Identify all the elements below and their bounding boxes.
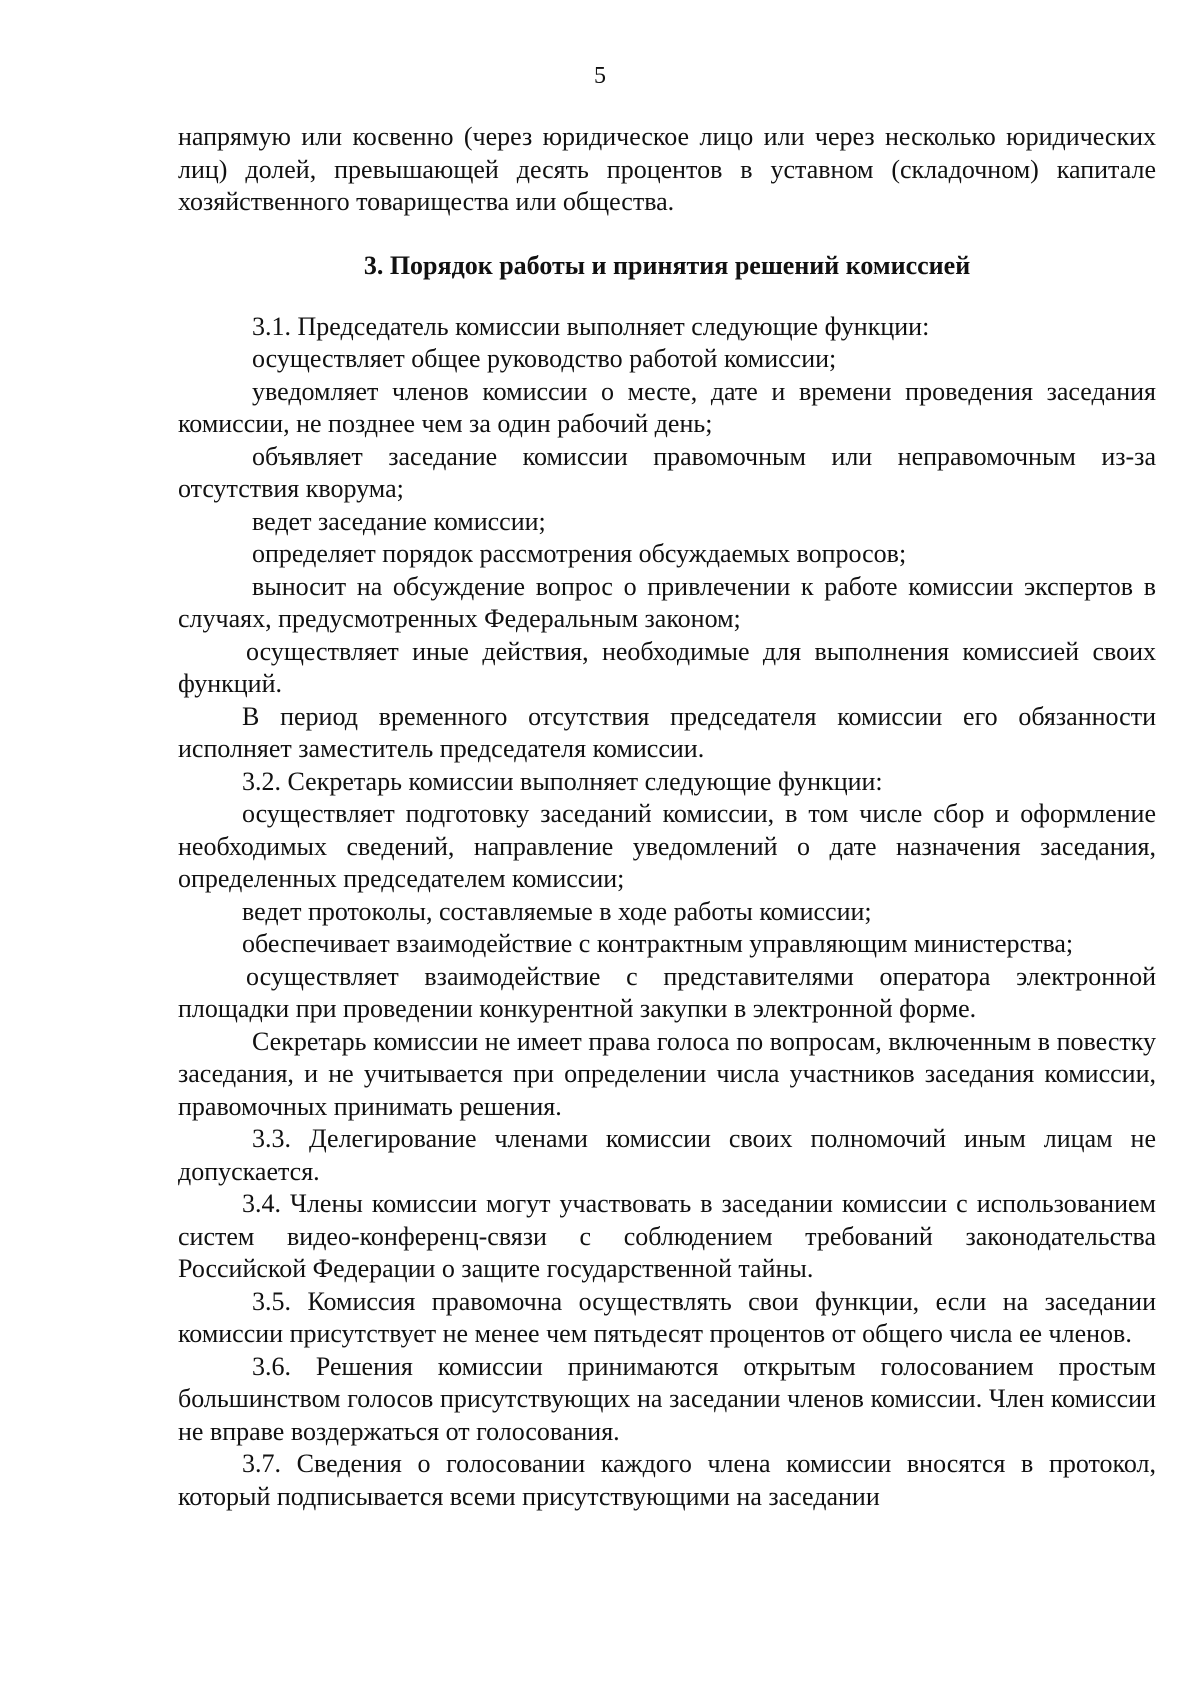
- paragraph-3-1: 3.1. Председатель комиссии выполняет следующие функции:: [252, 311, 930, 341]
- section-heading: 3. Порядок работы и принятия решений комиссией: [363, 250, 971, 280]
- continuation-paragraph: напрямую или косвенно (через юридическое лицо или через несколько юридических лиц) долей, превышающей десять процентов в уставном (складочном) капитале хозяйственного товарищества или общества.: [178, 122, 1156, 216]
- paragraph-3-4: 3.4. Члены комиссии могут участвовать в заседании комиссии с использованием систем видео-конференц-связи с соблюдением требований законодательства Российской Федерации о защите государственной тайны.: [178, 1189, 1156, 1283]
- paragraph-secretary-operator: осуществляет взаимодействие с представителями оператора электронной площадки при проведении конкурентной закупки в электронной форме.: [178, 961, 1156, 1023]
- paragraph-chair-declares-quorum: объявляет заседание комиссии правомочным или неправомочным из-за отсутствия кворума;: [178, 441, 1156, 503]
- paragraph-3-7: 3.7. Сведения о голосовании каждого члена комиссии вносятся в протокол, который подписывается всеми присутствующими на заседании: [178, 1449, 1156, 1511]
- paragraph-secretary-manager: обеспечивает взаимодействие с контрактным управляющим министерства;: [242, 929, 1074, 958]
- paragraph-3-3: 3.3. Делегирование членами комиссии своих полномочий иным лицам не допускается.: [178, 1124, 1156, 1186]
- paragraph-secretary-minutes: ведет протоколы, составляемые в ходе работы комиссии;: [242, 896, 872, 926]
- paragraph-chair-notifies: уведомляет членов комиссии о месте, дате и времени проведения заседания комиссии, не позднее чем за один рабочий день;: [178, 376, 1156, 438]
- page-number: 5: [594, 63, 606, 89]
- paragraph-3-2: 3.2. Секретарь комиссии выполняет следующие функции:: [242, 766, 883, 796]
- paragraph-chair-other-actions: осуществляет иные действия, необходимые для выполнения комиссией своих функций.: [178, 636, 1156, 698]
- paragraph-chair-absence: В период временного отсутствия председателя комиссии его обязанности исполняет заместитель председателя комиссии.: [178, 701, 1156, 763]
- paragraph-chair-experts: выносит на обсуждение вопрос о привлечении к работе комиссии экспертов в случаях, предусмотренных Федеральным законом;: [178, 571, 1156, 633]
- paragraph-chair-conducts: ведет заседание комиссии;: [252, 506, 546, 536]
- paragraph-chair-general-management: осуществляет общее руководство работой комиссии;: [252, 344, 837, 373]
- paragraph-chair-order: определяет порядок рассмотрения обсуждаемых вопросов;: [252, 539, 907, 568]
- paragraph-secretary-no-vote: Секретарь комиссии не имеет права голоса по вопросам, включенным в повестку заседания, и не учитывается при определении числа участников заседания комиссии, правомочных принимать решения.: [178, 1026, 1156, 1121]
- document-body: [178, 121, 1156, 1513]
- paragraph-secretary-preparation: осуществляет подготовку заседаний комиссии, в том числе сбор и оформление необходимых сведений, направление уведомлений о дате назначения заседания, определенных председателем комиссии;: [178, 799, 1156, 893]
- paragraph-3-5: 3.5. Комиссия правомочна осуществлять свои функции, если на заседании комиссии присутствует не менее чем пятьдесят процентов от общего числа ее членов.: [178, 1286, 1156, 1348]
- paragraph-3-6: 3.6. Решения комиссии принимаются открытым голосованием простым большинством голосов присутствующих на заседании членов комиссии. Член комиссии не вправе воздержаться от голосования.: [178, 1351, 1156, 1446]
